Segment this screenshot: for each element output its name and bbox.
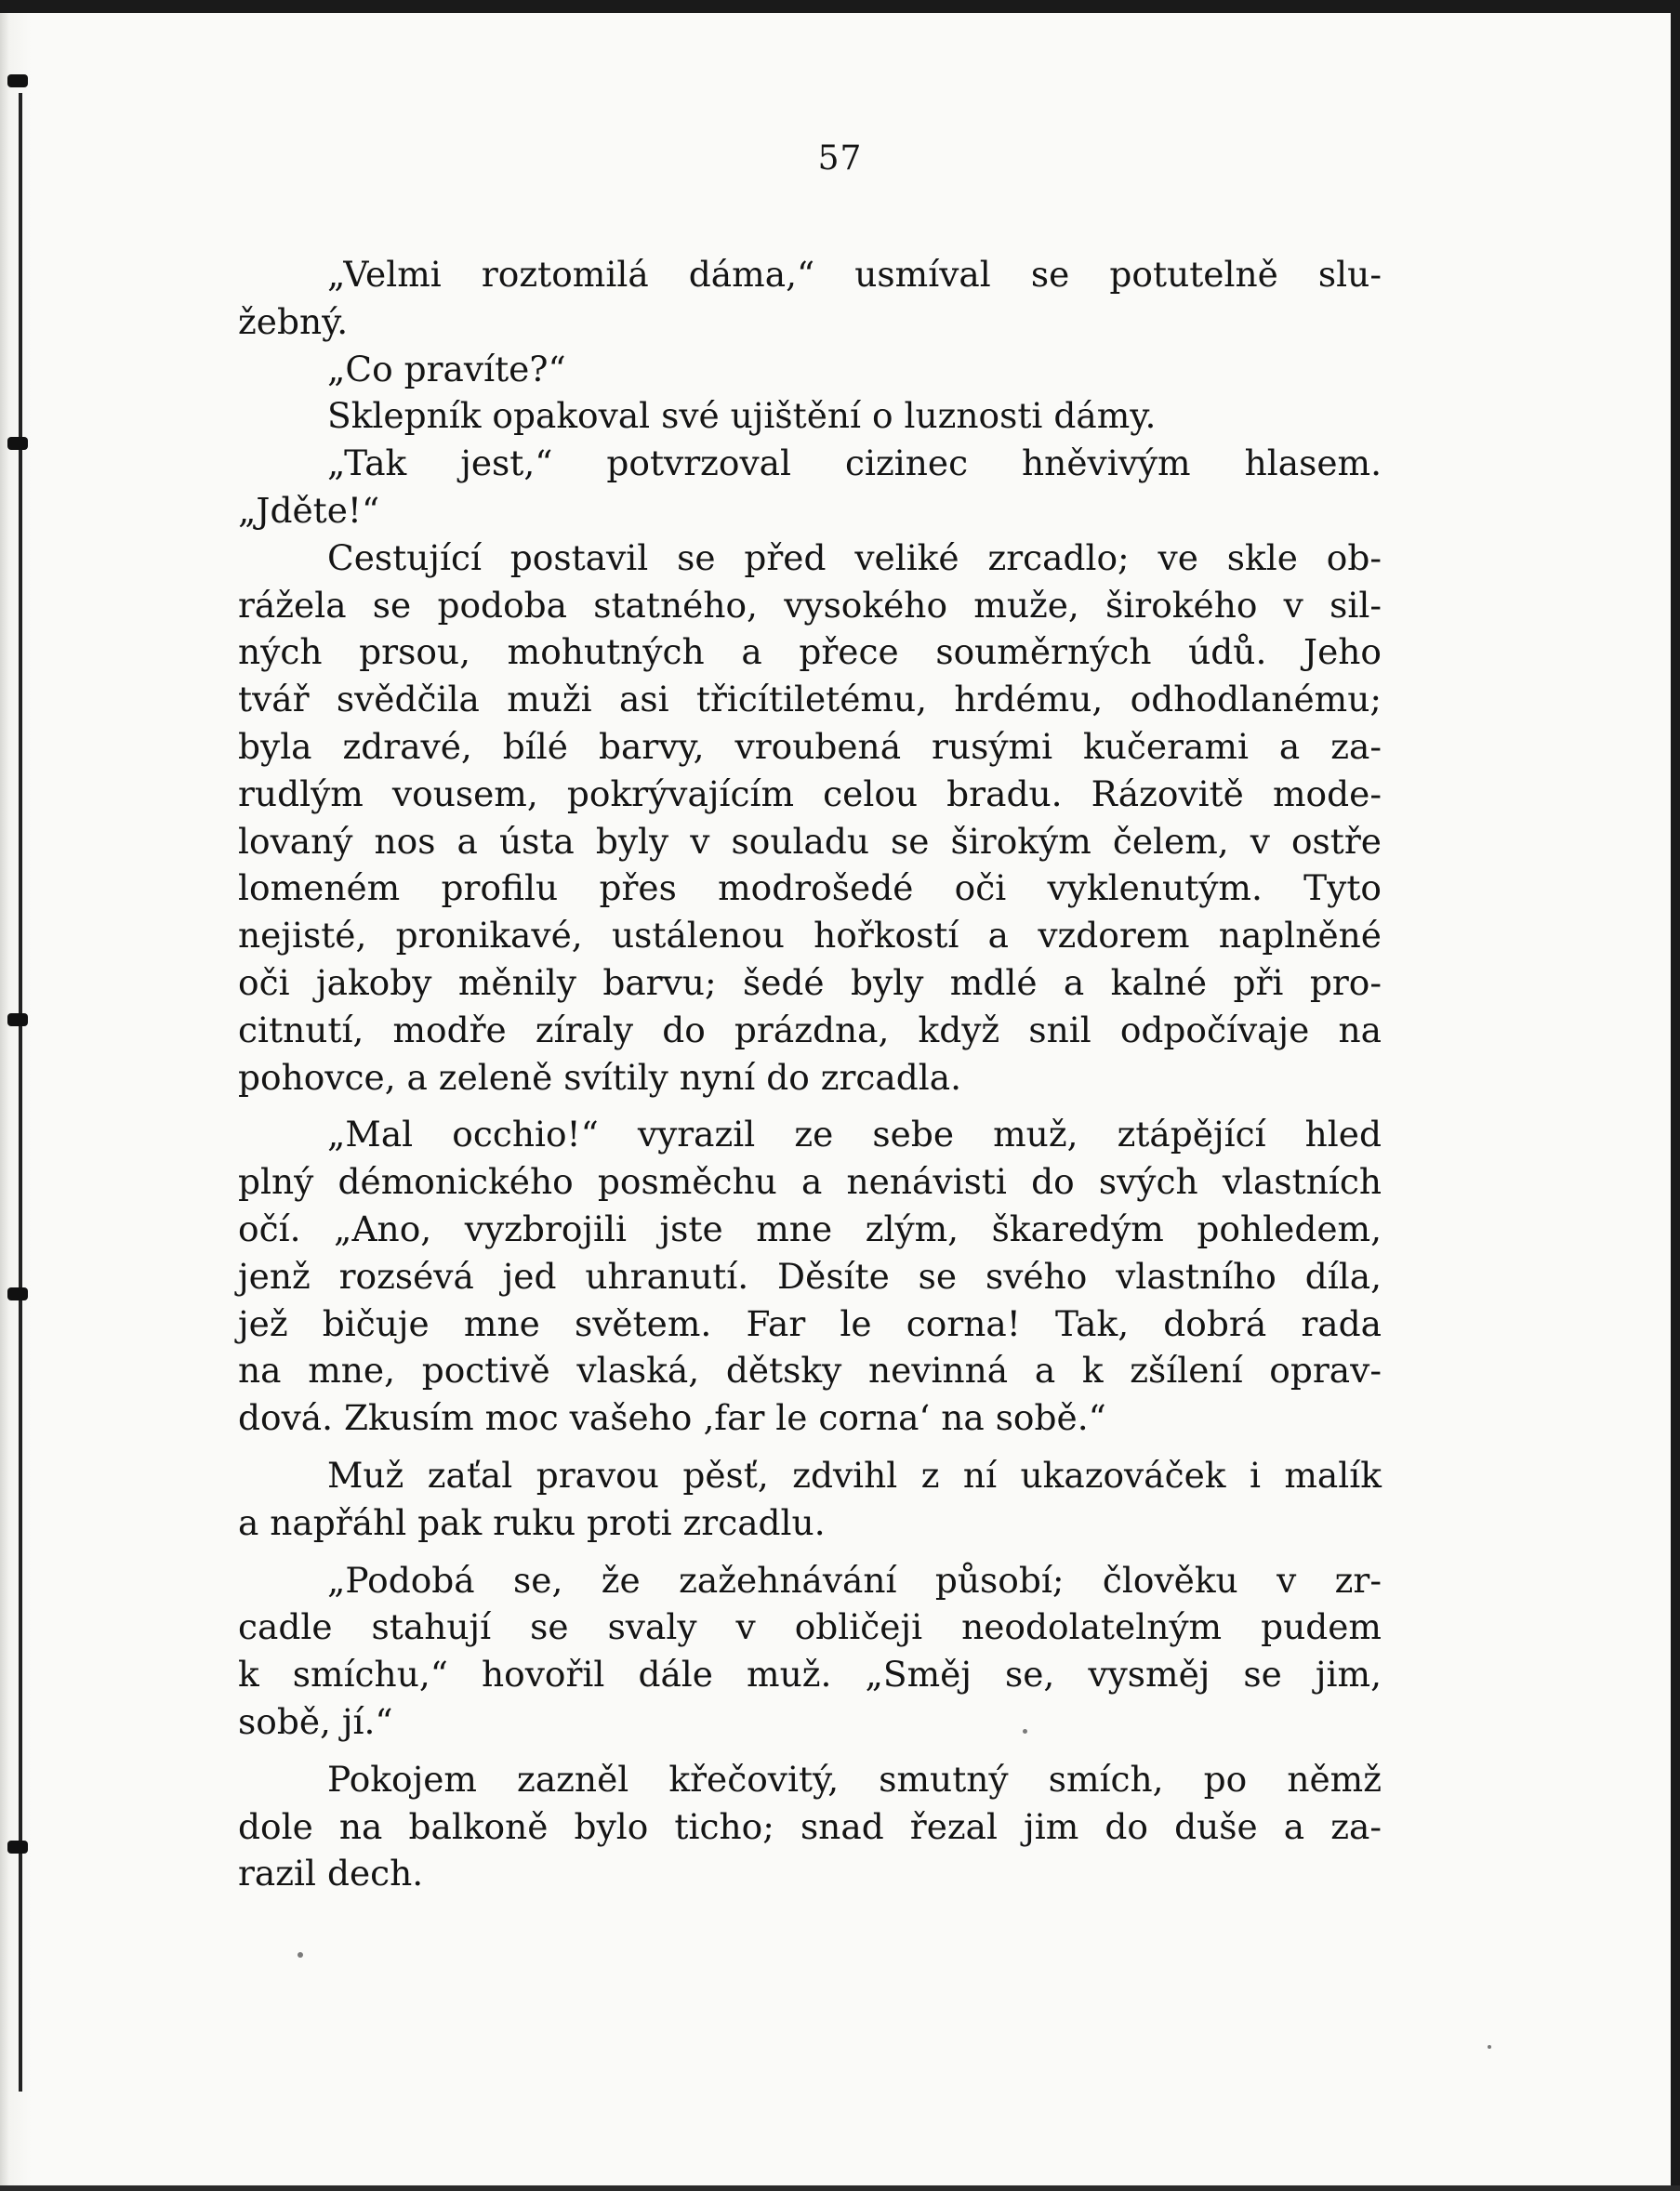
text-line: tvář svědčila muži asi třicítiletému, hrdému, odhodlanému; (238, 679, 1382, 720)
text-line: pohovce, a zeleně svítily nyní do zrcadla. (238, 1056, 962, 1098)
binding-line (19, 93, 22, 2092)
text-line: jež bičuje mne světem. Far le corna! Tak, dobrá rada (238, 1302, 1382, 1344)
text-line: rážela se podoba statného, vysokého muže, širokého v sil- (238, 584, 1382, 626)
scan-border-bottom (0, 2185, 1680, 2191)
text-line: „Podobá se, že zažehnávání působí; člověku v zr- (327, 1559, 1382, 1601)
text-line: očí. „Ano, vyzbrojili jste mne zlým, škaredým pohledem, (238, 1208, 1382, 1249)
text-line: Sklepník opakoval své ujištění o luznosti dámy. (327, 395, 1157, 437)
text-line: lovaný nos a ústa byly v souladu se širokým čelem, v ostře (238, 820, 1382, 862)
text-line: „Velmi roztomilá dáma,“ usmíval se potutelně slu- (327, 254, 1382, 295)
paragraph-gap (238, 1442, 1382, 1452)
text-line: oči jakoby měnily barvu; šedé byly mdlé a kalné při pro- (238, 961, 1382, 1003)
binding-mark (7, 1841, 28, 1854)
text-line: „Jděte!“ (238, 489, 380, 531)
text-line: „Co pravíte?“ (327, 348, 566, 389)
text-line: dole na balkoně bylo ticho; snad řezal jim do duše a za- (238, 1805, 1382, 1847)
text-line: nejisté, pronikavé, ustálenou hořkostí a vzdorem naplněné (238, 915, 1382, 957)
scan-border-top (0, 0, 1680, 13)
text-line: Pokojem zazněl křečovitý, smutný smích, po němž (327, 1758, 1382, 1800)
text-line: razil dech. (238, 1853, 424, 1894)
paragraph-gap (238, 1101, 1382, 1111)
text-line: lomeném profilu přes modrošedé oči vyklenutým. Tyto (238, 867, 1382, 909)
paragraph-gap (238, 1547, 1382, 1557)
text-line: byla zdravé, bílé barvy, vroubená rusými kučerami a za- (238, 725, 1382, 767)
binding-mark (7, 74, 28, 87)
text-line: „Mal occhio!“ vyrazil ze sebe muž, ztápějící hled (327, 1114, 1382, 1155)
text-line: ných prsou, mohutných a přece souměrných údů. Jeho (238, 631, 1382, 673)
binding-edge (0, 0, 32, 2191)
text-line: dová. Zkusím moc vašeho ‚far le corna‘ na sobě.“ (238, 1397, 1106, 1439)
body-text (238, 251, 1382, 1897)
binding-mark (7, 1013, 28, 1026)
page-number: 57 (817, 139, 863, 178)
paragraph-gap (238, 1746, 1382, 1756)
paper-speck (1488, 2045, 1491, 2049)
text-line: plný démonického posměchu a nenávisti do svých vlastních (238, 1161, 1382, 1203)
text-line: Muž zaťal pravou pěsť, zdvihl z ní ukazováček i malík (327, 1454, 1382, 1496)
text-line: citnutí, modře zíraly do prázdna, když snil odpočívaje na (238, 1009, 1382, 1050)
paper-speck (298, 1952, 303, 1958)
binding-mark (7, 437, 28, 450)
text-line: na mne, poctivě vlaská, dětsky nevinná a k zšílení oprav- (238, 1350, 1382, 1392)
binding-mark (7, 1287, 28, 1300)
text-line: rudlým vousem, pokrývajícím celou bradu. Rázovitě mode- (238, 772, 1382, 814)
text-line: k smíchu,“ hovořil dále muž. „Směj se, vysměj se jim, (238, 1654, 1382, 1696)
text-line: a napřáhl pak ruku proti zrcadlu. (238, 1501, 826, 1543)
text-line: jenž rozsévá jed uhranutí. Děsíte se svého vlastního díla, (238, 1255, 1382, 1297)
text-line: Cestující postavil se před veliké zrcadlo; ve skle ob- (327, 536, 1382, 578)
scan-border-right (1671, 0, 1680, 2191)
text-line: „Tak jest,“ potvrzoval cizinec hněvivým hlasem. (327, 442, 1382, 484)
text-line: žebný. (238, 300, 349, 342)
text-line: cadle stahují se svaly v obličeji neodolatelným pudem (238, 1606, 1382, 1648)
text-line: sobě, jí.“ (238, 1700, 393, 1742)
